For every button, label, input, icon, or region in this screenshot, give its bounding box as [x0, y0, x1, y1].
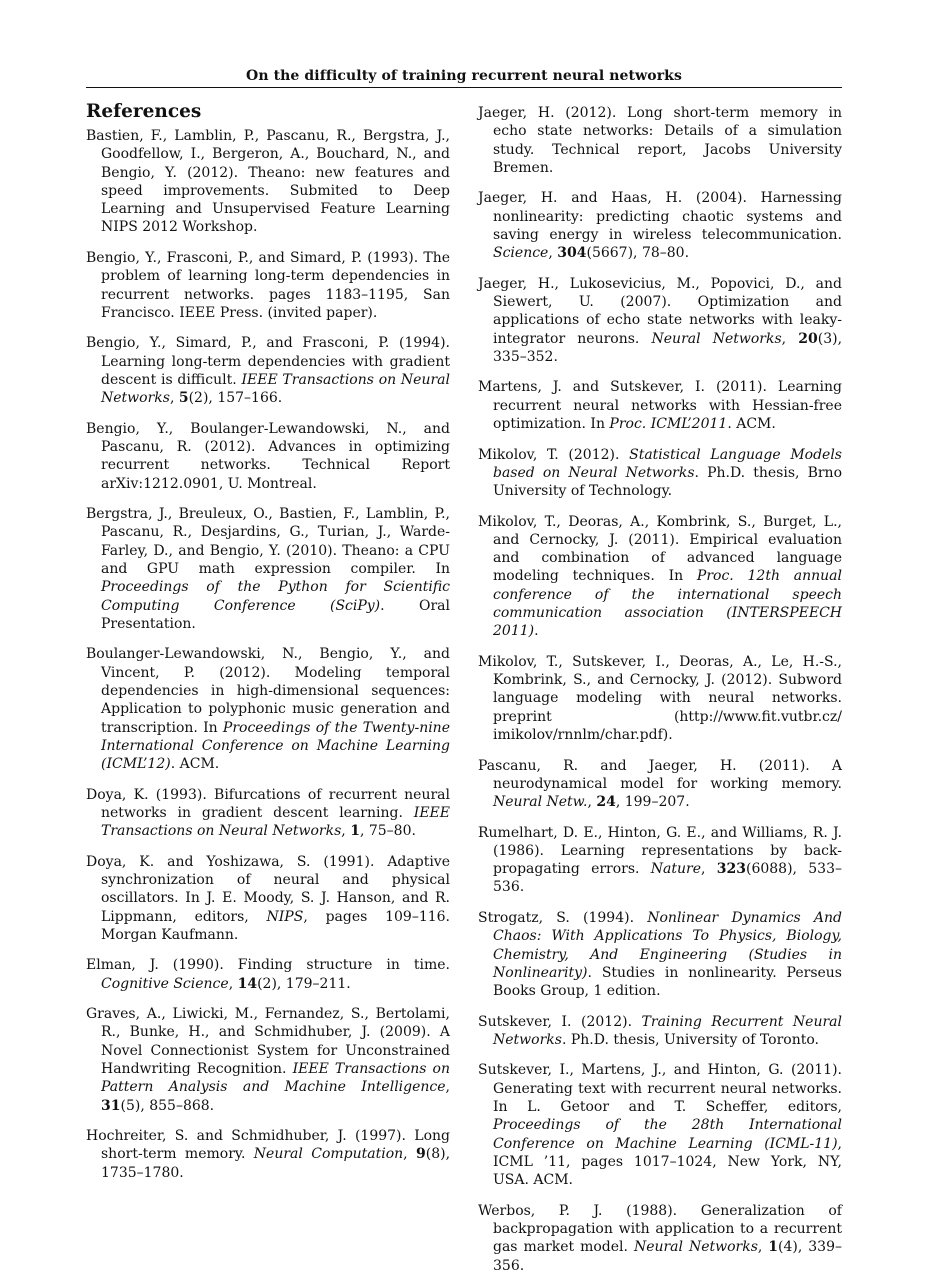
reference-text: (8), 1735–1780.: [101, 1146, 451, 1181]
reference-entry: [478, 1061, 842, 1189]
reference-text: ,: [403, 1146, 416, 1163]
reference-volume: 31: [101, 1097, 121, 1114]
reference-text: Bengio, Y., Simard, P., and Frasconi, P. (1994). Learning long-term dependencies with gradient descent is difficult.: [86, 335, 450, 388]
reference-volume: 24: [596, 794, 616, 811]
reference-text: Bengio, Y., Boulanger-Lewandowski, N., and Pascanu, R. (2012). Advances in optimizing recurrent networks. Technical Report arXiv:1212.0901, U. Montreal.: [86, 420, 450, 492]
reference-text: ,: [587, 794, 597, 811]
reference-entry: [86, 645, 450, 773]
reference-venue: Nature: [650, 861, 701, 878]
reference-entry: [86, 1005, 450, 1115]
reference-entry: [86, 956, 450, 993]
reference-volume: 323: [716, 861, 746, 878]
reference-text: Doya, K. (1993). Bifurcations of recurrent neural networks in gradient descent learning.: [86, 786, 450, 821]
reference-text: .: [534, 623, 539, 640]
reference-volume: 304: [557, 245, 587, 262]
reference-entry: [86, 420, 450, 493]
reference-text: Boulanger-Lewandowski, N., Bengio, Y., and Vincent, P. (2012). Modeling temporal dependencies in high-dimensional sequences: Application to polyphonic music generation and transcription. In: [86, 646, 450, 736]
reference-text: ,: [757, 1239, 769, 1256]
reference-venue: Proceedings of the Twenty-nine International Conference on Machine Learning (ICML’12): [101, 719, 450, 773]
reference-venue: IEEE Transactions on Neural Networks: [101, 371, 450, 407]
reference-entry: [478, 653, 842, 744]
reference-volume: 1: [350, 823, 360, 840]
reference-text: (5), 855–868.: [120, 1097, 215, 1114]
reference-text: Doya, K. and Yoshizawa, S. (1991). Adaptive synchronization of neural and physical oscillators. In J. E. Moody, S. J. Hanson, and R. Lippmann, editors,: [86, 853, 450, 925]
reference-text: ,: [445, 1079, 450, 1096]
reference-text: Elman, J. (1990). Finding structure in time.: [86, 957, 450, 974]
reference-venue: NIPS: [266, 908, 304, 925]
reference-venue: IEEE Transactions on Pattern Analysis and Machine Intelligence: [101, 1061, 450, 1096]
reference-text: ,: [701, 861, 717, 878]
reference-text: , 199–207.: [615, 794, 690, 811]
reference-text: Pascanu, R. and Jaeger, H. (2011). A neurodynamical model for working memory.: [478, 757, 842, 792]
reference-text: Werbos, P. J. (1988). Generalization of backpropagation with application to a recurrent gas market model.: [478, 1202, 842, 1256]
reference-text: (4), 339–356.: [493, 1239, 842, 1274]
reference-volume: 14: [237, 975, 258, 992]
reference-text: Jaeger, H. and Haas, H. (2004). Harnessing nonlinearity: predicting chaotic systems and saving energy in wireless telecommunication.: [478, 190, 842, 243]
reference-venue: IEEE Transactions on Neural Networks: [101, 804, 450, 840]
reference-text: Bengio, Y., Frasconi, P., and Simard, P. (1993). The problem of learning long-term dependencies in recurrent networks. pages 1183–1195, San Francisco. IEEE Press. (invited paper).: [86, 249, 450, 321]
reference-text: , ICML ’11, pages 1017–1024, New York, NY, USA. ACM.: [493, 1135, 842, 1189]
reference-text: ,: [781, 330, 799, 347]
reference-entry: [478, 1202, 842, 1275]
reference-text: Jaeger, H. (2012). Long short-term memory in echo state networks: Details of a simulation study. Technical report, Jacobs University Bremen.: [478, 105, 842, 176]
reference-entry: [478, 378, 842, 433]
right-column: [478, 104, 842, 1287]
reference-text: Mikolov, T., Sutskever, I., Deoras, A., Le, H.-S., Kombrink, S., and Cernocky, J. (2012). Subword language modeling with neural networks. preprint (http://www.fit.vutbr.cz/ imikolov/rnnlm/char.pdf).: [478, 653, 842, 744]
reference-text: (3), 335–352.: [493, 330, 843, 365]
left-column: [86, 101, 450, 1287]
reference-text: . Ph.D. thesis, University of Toronto.: [561, 1031, 819, 1048]
reference-venue: Training Recurrent Neural Networks: [493, 1013, 842, 1048]
reference-text: (6088), 533–536.: [493, 861, 842, 896]
reference-entry: [86, 505, 450, 633]
reference-entry: [478, 189, 842, 262]
reference-text: (5667), 78–80.: [586, 245, 690, 262]
reference-venue: Proceedings of the 28th International Conference on Machine Learning (ICML-11): [493, 1117, 842, 1152]
reference-entry: [86, 786, 450, 841]
reference-venue: Neural Networks: [651, 330, 782, 347]
reference-volume: 5: [178, 390, 189, 407]
reference-venue: Neural Netw.: [493, 794, 588, 811]
reference-text: Mikolov, T. (2012).: [478, 446, 630, 463]
reference-venue: Cognitive Science: [101, 975, 229, 992]
reference-venue: Neural Networks: [633, 1239, 758, 1256]
reference-text: Mikolov, T., Deoras, A., Kombrink, S., Burget, L., and Cernocky, J. (2011). Empirical evaluation and combination of advanced language modeling techniques. In: [478, 513, 842, 585]
reference-text: ,: [341, 823, 351, 840]
reference-text: . Oral Presentation.: [101, 597, 450, 632]
reference-entry: [86, 1127, 450, 1182]
reference-text: Strogatz, S. (1994).: [478, 909, 648, 926]
reference-venue: Proc. 12th annual conference of the international speech communication association (INTERSPEECH 2011): [493, 568, 842, 640]
reference-text: Bastien, F., Lamblin, P., Pascanu, R., Bergstra, J., Goodfellow, I., Bergeron, A., Bouchard, N., and Bengio, Y. (2012). Theano: new features and speed improvements. Submited to Deep Learning and Unsupervised Feature Learning NIPS 2012 Workshop.: [86, 128, 450, 236]
reference-entry: [86, 127, 450, 237]
reference-text: (2), 157–166.: [188, 390, 283, 407]
reference-entry: [478, 909, 842, 1000]
reference-entry: [478, 1013, 842, 1050]
reference-columns: [86, 101, 842, 1287]
reference-venue: Proceedings of the Python for Scientific Computing Conference (SciPy): [101, 579, 450, 614]
reference-entry: [478, 824, 842, 897]
reference-entry: [478, 275, 842, 366]
reference-entry: [478, 446, 842, 501]
reference-text: , 75–80.: [359, 823, 416, 840]
reference-text: Hochreiter, S. and Schmidhuber, J. (1997). Long short-term memory.: [86, 1128, 450, 1163]
reference-volume: 20: [798, 330, 818, 347]
reference-volume: 1: [768, 1239, 779, 1256]
reference-text: . Studies in nonlinearity. Perseus Books Group, 1 edition.: [493, 964, 842, 1000]
reference-entry: [478, 104, 842, 177]
reference-text: Sutskever, I., Martens, J., and Hinton, G. (2011). Generating text with recurrent neural networks. In L. Getoor and T. Scheffer, editors,: [478, 1062, 842, 1116]
reference-text: ,: [548, 245, 558, 262]
reference-text: ,: [228, 975, 238, 992]
reference-venue: Neural Computation: [253, 1146, 404, 1163]
page: [86, 68, 842, 1287]
reference-text: . Ph.D. thesis, Brno University of Technology.: [493, 464, 842, 500]
reference-text: . ACM.: [170, 756, 220, 773]
reference-entry: [86, 249, 450, 322]
reference-venue: Science: [493, 245, 549, 262]
reference-text: ,: [169, 390, 179, 407]
reference-text: Graves, A., Liwicki, M., Fernandez, S., Bertolami, R., Bunke, H., and Schmidhuber, J. (2009). A Novel Connectionist System for Unconstrained Handwriting Recognition.: [86, 1006, 450, 1078]
reference-text: Bergstra, J., Breuleux, O., Bastien, F., Lamblin, P., Pascanu, R., Desjardins, G., Turian, J., Warde-Farley, D., and Bengio, Y. (2010). Theano: a CPU and GPU math expression compiler. In: [86, 506, 450, 577]
reference-entry: [86, 334, 450, 407]
reference-venue: Nonlinear Dynamics And Chaos: With Applications To Physics, Biology, Chemistry, And Engineering (Studies in Nonlinearity): [493, 909, 842, 981]
reference-text: Martens, J. and Sutskever, I. (2011). Learning recurrent neural networks with Hessian-free optimization. In: [478, 379, 842, 433]
reference-venue: Proc. ICML’2011: [609, 416, 728, 433]
reference-venue: Statistical Language Models based on Neural Networks: [493, 446, 842, 481]
reference-text: , pages 109–116. Morgan Kaufmann.: [101, 908, 450, 943]
reference-text: Jaeger, H., Lukosevicius, M., Popovici, D., and Siewert, U. (2007). Optimization and applications of echo state networks with leaky- integrator neurons.: [478, 275, 842, 347]
reference-entry: [478, 757, 842, 812]
reference-entry: [478, 513, 842, 641]
reference-entry: [86, 853, 450, 944]
running-head: On the difficulty of training recurrent neural networks: [86, 68, 842, 88]
reference-text: . ACM.: [727, 416, 776, 433]
reference-text: Rumelhart, D. E., Hinton, G. E., and Williams, R. J. (1986). Learning representations by back-propagating errors.: [478, 824, 842, 878]
references-heading: References: [86, 101, 202, 122]
reference-text: Sutskever, I. (2012).: [478, 1013, 642, 1030]
reference-volume: 9: [415, 1146, 426, 1163]
reference-text: (2), 179–211.: [257, 975, 351, 992]
